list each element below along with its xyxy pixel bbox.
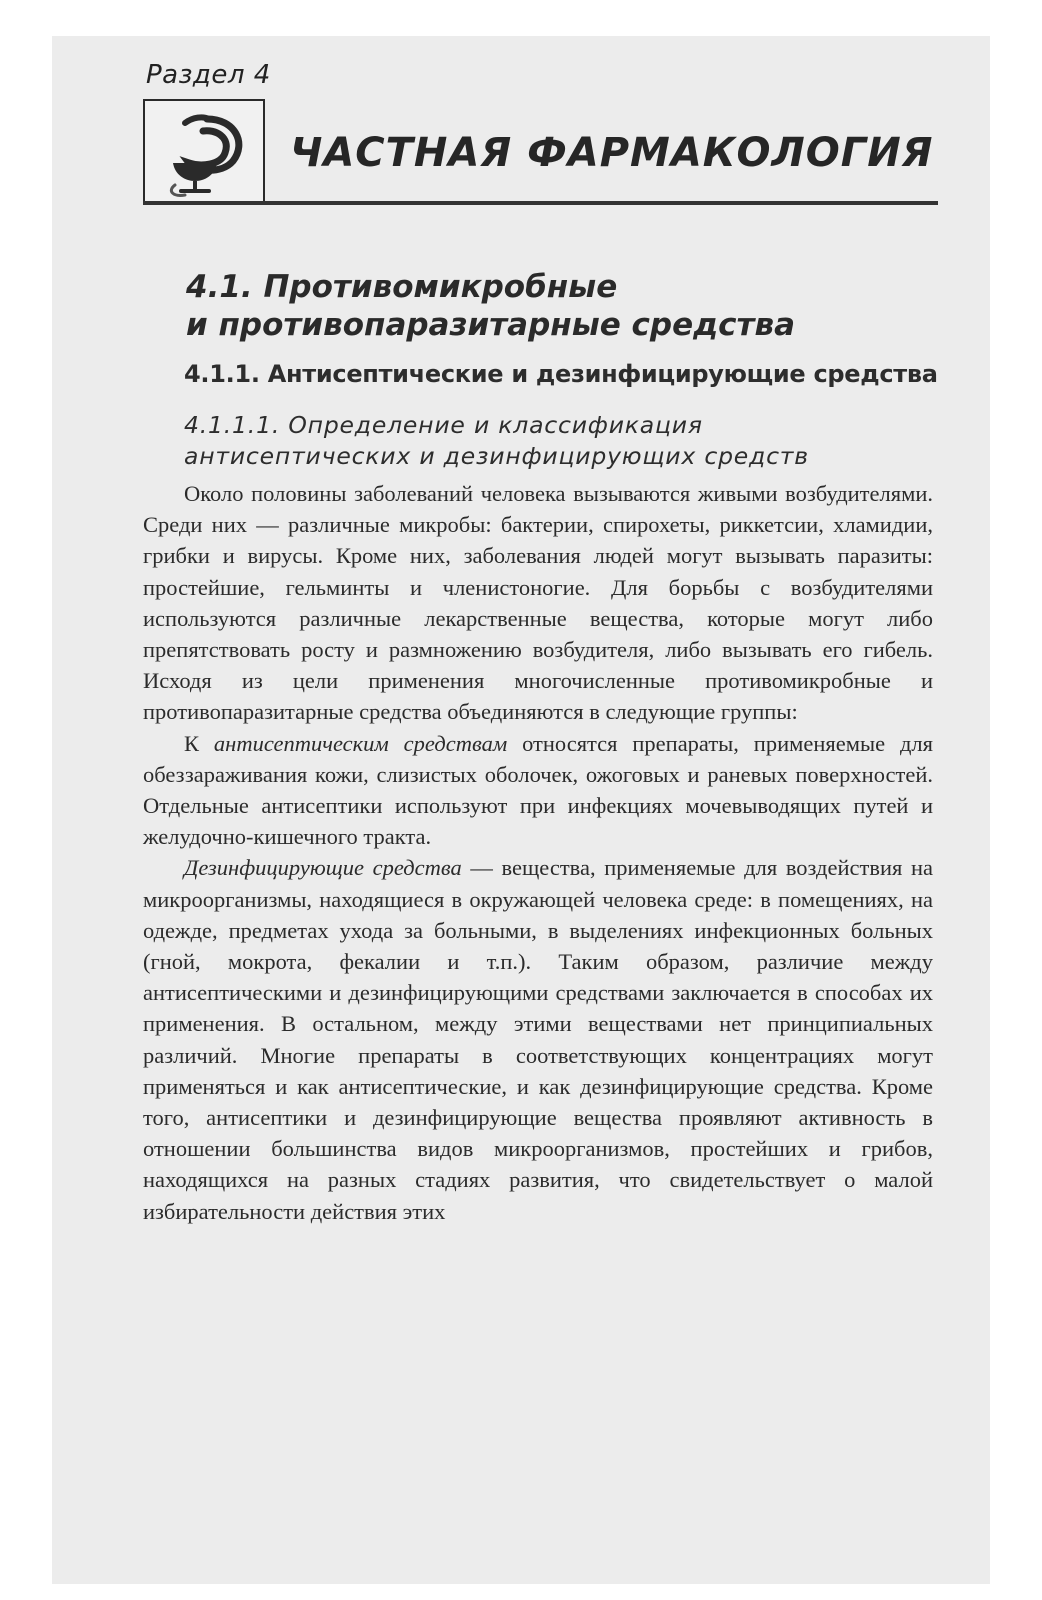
chapter-emblem [143, 99, 265, 203]
paragraph-2-text: относятся препараты, применяемые для обеззараживания кожи, слизистых оболочек, ожоговых и раневых поверхностей. Отдельные антисептики используют при инфекциях мочевыводящих путей и желудочно-кишечного тракта. [143, 730, 933, 850]
section-label: Раздел 4 [146, 60, 271, 90]
subsubsection-heading [184, 410, 809, 472]
term-antiseptics: антисептическим средствам [213, 730, 508, 756]
subsubsection-heading-line-2: антисептических и дезинфицирующих средств [184, 442, 809, 470]
section-heading [186, 268, 795, 344]
section-heading-line-1: 4.1. Противомикробные [186, 269, 618, 305]
paragraph-2-lead: К [184, 730, 214, 756]
subsubsection-heading-line-1: 4.1.1.1. Определение и классификация [184, 411, 703, 439]
term-disinfectants: Дезинфицирующие средства [184, 855, 462, 881]
paragraph-2 [143, 728, 933, 853]
paragraph-3 [143, 852, 933, 1226]
section-heading-line-2: и противопаразитарные средства [186, 307, 796, 343]
subsection-heading: 4.1.1. Антисептические и дезинфицирующие средства [184, 360, 938, 388]
chapter-divider [143, 201, 938, 205]
paragraph-3-text: — вещества, применяемые для воздействия на микроорганизмы, находящиеся в окружающей человека среде: в помещениях, на одежде, предметах ухода за больными, в выделениях инфекционных больных (гной, мокрота, фекалии и т.п.). Таким образом, различие между антисептическими и дезинфицирующими средствами заключается в способах их применения. В остальном, между этими веществами нет принципиальных различий. Многие препараты в соответствующих концентрациях могут применяться и как антисептические, и как дезинфицирующие средства. Кроме того, антисептики и дезинфицирующие вещества проявляют активность в отношении большинства видов микроорганизмов, простейших и грибов, находящихся на разных стадиях развития, что свидетельствует о малой избирательности действия этих [143, 855, 933, 1224]
bowl-of-hygieia-icon [145, 101, 263, 201]
chapter-title: ЧАСТНАЯ ФАРМАКОЛОГИЯ [290, 130, 934, 176]
paragraph-1: Около половины заболеваний человека вызываются живыми возбудителями. Среди них — различные микробы: бактерии, спирохеты, риккетсии, хламидии, грибки и вирусы. Кроме них, заболевания людей могут вызывать паразиты: простейшие, гельминты и членистоногие. Для борьбы с возбудителями используются различные лекарственные вещества, которые могут либо препятствовать росту и размножению возбудителя, либо вызывать его гибель. Исходя из цели применения многочисленные противомикробные и противопаразитарные средства объединяются в следующие группы: [143, 481, 933, 725]
body-text [143, 478, 933, 1227]
